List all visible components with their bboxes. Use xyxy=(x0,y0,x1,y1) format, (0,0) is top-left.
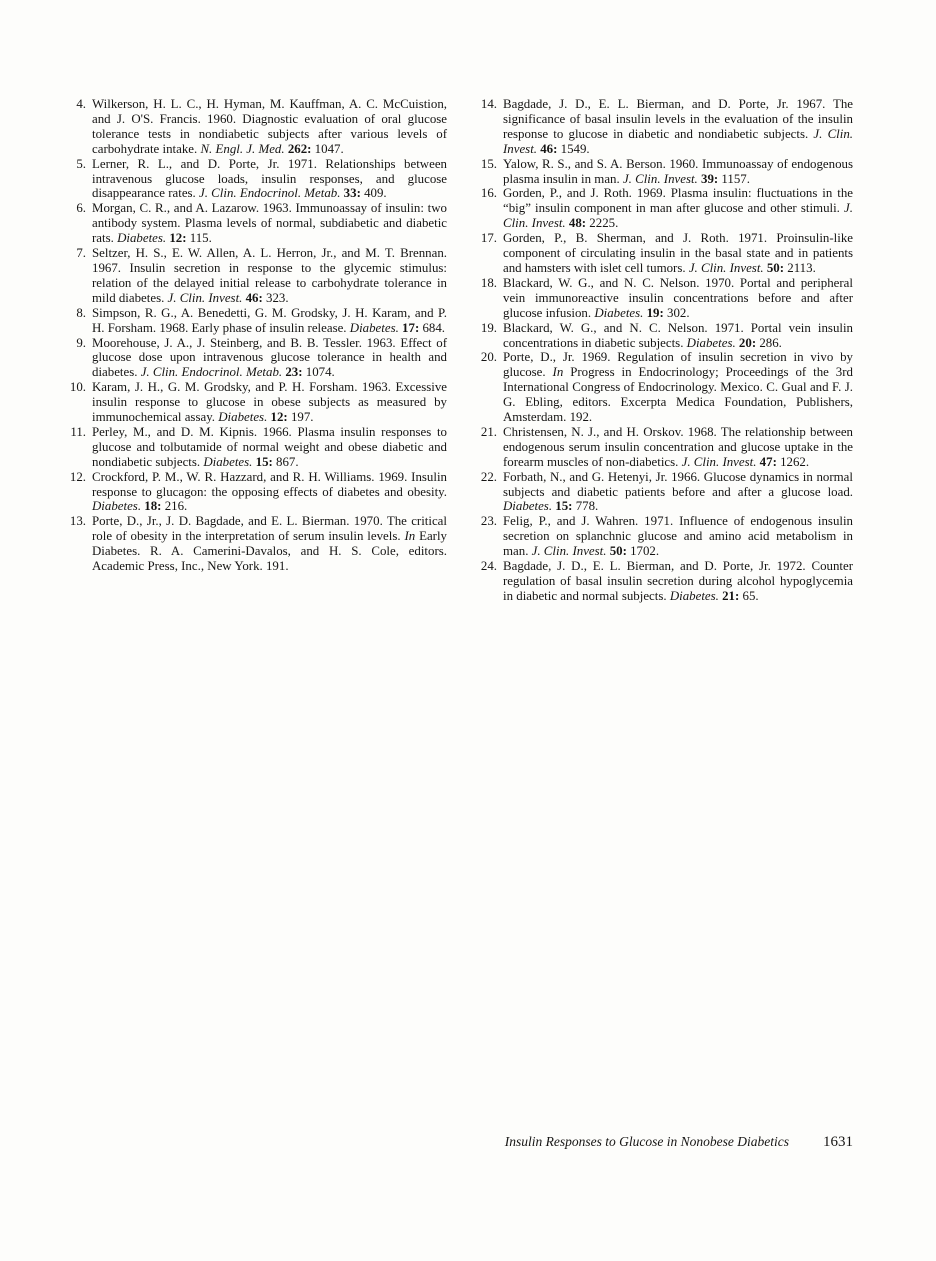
reference-text: Gorden, P., and J. Roth. 1969. Plasma insulin: fluctuations in the “big” insulin component in man after glucose and other stimuli. J. Clin. Invest. 48: 2225. xyxy=(503,186,853,231)
reference-text: Lerner, R. L., and D. Porte, Jr. 1971. Relationships between intravenous glucose loads, insulin responses, and glucose disappearance rates. J. Clin. Endocrinol. Metab. 33: 409. xyxy=(92,156,447,201)
reference-item xyxy=(473,157,853,187)
reference-text: Gorden, P., B. Sherman, and J. Roth. 1971. Proinsulin-like component of circulating insulin in the basal state and in patients and hamsters with islet cell tumors. J. Clin. Invest. 50: 2113. xyxy=(503,231,853,275)
reference-text: Porte, D., Jr. 1969. Regulation of insulin secretion in vivo by glucose. In Progress in Endocrinology; Proceedings of the 3rd International Congress of Endocrinology. Mexico. C. Gual and F. J. G. Ebling, editors. Excerpta Medica Foundation, Publishers, Amsterdam. 192. xyxy=(503,350,853,425)
reference-text: Wilkerson, H. L. C., H. Hyman, M. Kauffman, A. C. McCuistion, and J. O'S. Francis. 1960. Diagnostic evaluation of oral glucose tolerance tests in nondiabetic subjects after various levels of carbohydrate intake. N. Engl. J. Med. 262: 1047. xyxy=(92,97,447,156)
reference-text: Karam, J. H., G. M. Grodsky, and P. H. Forsham. 1963. Excessive insulin response to glucose in obese subjects as measured by immunochemical assay. Diabetes. 12: 197. xyxy=(92,380,447,425)
reference-item xyxy=(473,425,853,470)
reference-item xyxy=(473,276,853,321)
reference-number: 11. xyxy=(70,424,86,439)
reference-number: 16. xyxy=(480,186,497,201)
reference-number: 4. xyxy=(76,97,86,111)
reference-number: 23. xyxy=(480,514,497,529)
reference-item xyxy=(473,97,853,157)
running-title: Insulin Responses to Glucose in Nonobese Diabetics xyxy=(504,1134,789,1149)
reference-text: Porte, D., Jr., J. D. Bagdade, and E. L. Bierman. 1970. The critical role of obesity in the interpretation of serum insulin levels. In Early Diabetes. R. A. Camerini-Davalos, and H. S. Cole, editors. Academic Press, Inc., New York. 191. xyxy=(92,514,447,574)
reference-number: 22. xyxy=(480,469,497,484)
reference-text: Christensen, N. J., and H. Orskov. 1968. The relationship between endogenous serum insulin concentration and glucose uptake in the forearm muscles of non-diabetics. J. Clin. Invest. 47: 1262. xyxy=(503,424,853,469)
page-footer xyxy=(62,1133,853,1151)
reference-text: Bagdade, J. D., E. L. Bierman, and D. Porte, Jr. 1972. Counter regulation of basal insulin secretion during alcohol hypoglycemia in diabetic and normal subjects. Diabetes. 21: 65. xyxy=(503,559,853,603)
reference-item xyxy=(473,559,853,604)
reference-number: 21. xyxy=(480,424,497,439)
reference-item xyxy=(473,231,853,276)
reference-item xyxy=(62,425,447,470)
reference-number: 14. xyxy=(480,97,497,111)
page-number: 1631 xyxy=(823,1134,853,1150)
reference-number: 17. xyxy=(480,231,497,246)
reference-text: Crockford, P. M., W. R. Hazzard, and R. H. Williams. 1969. Insulin response to glucagon: the opposing effects of diabetes and obesity. Diabetes. 18: 216. xyxy=(92,469,447,514)
reference-number: 10. xyxy=(69,380,86,395)
reference-item xyxy=(62,514,447,574)
reference-item xyxy=(473,350,853,425)
reference-item xyxy=(62,97,447,157)
reference-item xyxy=(473,470,853,515)
reference-item xyxy=(62,246,447,306)
reference-number: 12. xyxy=(69,469,86,484)
reference-item xyxy=(473,514,853,559)
reference-text: Seltzer, H. S., E. W. Allen, A. L. Herron, Jr., and M. T. Brennan. 1967. Insulin secretion in response to the glycemic stimulus: relation of the delayed initial release to carbohydrate tolerance in mild diabetes. J. Clin. Invest. 46: 323. xyxy=(92,246,447,305)
reference-text: Simpson, R. G., A. Benedetti, G. M. Grodsky, J. H. Karam, and P. H. Forsham. 1968. Early phase of insulin release. Diabetes. 17: 684. xyxy=(92,305,447,335)
reference-number: 19. xyxy=(480,320,497,335)
references-section xyxy=(62,97,853,604)
reference-number: 15. xyxy=(480,156,497,171)
reference-number: 18. xyxy=(480,275,497,290)
reference-number: 8. xyxy=(76,305,86,320)
reference-number: 20. xyxy=(480,350,497,365)
reference-item xyxy=(62,201,447,246)
reference-item xyxy=(62,306,447,336)
reference-number: 9. xyxy=(76,335,86,350)
references-column-left xyxy=(62,97,447,604)
reference-text: Felig, P., and J. Wahren. 1971. Influence of endogenous insulin secretion on splanchnic glucose and amino acid metabolism in man. J. Clin. Invest. 50: 1702. xyxy=(503,514,853,559)
reference-item xyxy=(62,380,447,425)
reference-text: Perley, M., and D. M. Kipnis. 1966. Plasma insulin responses to glucose and tolbutamide of normal weight and obese diabetic and nondiabetic subjects. Diabetes. 15: 867. xyxy=(92,424,447,469)
reference-item xyxy=(62,470,447,515)
references-column-right xyxy=(473,97,853,604)
reference-number: 7. xyxy=(76,246,86,261)
reference-text: Morgan, C. R., and A. Lazarow. 1963. Immunoassay of insulin: two antibody system. Plasma levels of normal, subdiabetic and diabetic rats. Diabetes. 12: 115. xyxy=(92,201,447,246)
reference-text: Bagdade, J. D., E. L. Bierman, and D. Porte, Jr. 1967. The significance of basal insulin levels in the evaluation of the insulin response to glucose in diabetic and nondiabetic subjects. J. Clin. Invest. 46: 1549. xyxy=(503,97,853,156)
reference-item xyxy=(62,336,447,381)
reference-item xyxy=(473,321,853,351)
reference-number: 5. xyxy=(76,156,86,171)
reference-text: Moorehouse, J. A., J. Steinberg, and B. B. Tessler. 1963. Effect of glucose dose upon intravenous glucose tolerance in health and diabetes. J. Clin. Endocrinol. Metab. 23: 1074. xyxy=(92,335,447,380)
reference-item xyxy=(62,157,447,202)
reference-number: 6. xyxy=(76,201,86,216)
reference-item xyxy=(473,186,853,231)
reference-text: Forbath, N., and G. Hetenyi, Jr. 1966. Glucose dynamics in normal subjects and diabetic patients before and after a glucose load. Diabetes. 15: 778. xyxy=(503,469,853,514)
reference-text: Blackard, W. G., and N. C. Nelson. 1971. Portal vein insulin concentrations in diabetic subjects. Diabetes. 20: 286. xyxy=(503,320,853,350)
reference-text: Blackard, W. G., and N. C. Nelson. 1970. Portal and peripheral vein immunoreactive insulin concentrations before and after glucose infusion. Diabetes. 19: 302. xyxy=(503,275,853,320)
reference-number: 24. xyxy=(480,559,497,574)
reference-number: 13. xyxy=(69,514,86,529)
reference-text: Yalow, R. S., and S. A. Berson. 1960. Immunoassay of endogenous plasma insulin in man. J. Clin. Invest. 39: 1157. xyxy=(503,156,853,186)
